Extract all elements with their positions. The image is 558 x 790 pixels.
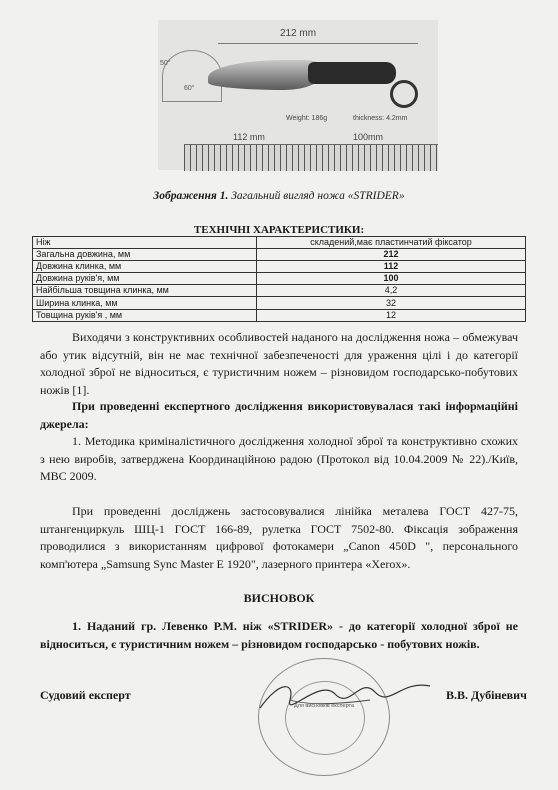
paragraph-source-1: 1. Методика криміналістичного дослідження холодної зброї та конструктивно схожих з нею виробів, затверджена Координаційною радою (Протокол від 10.04.2009 № 22)./Київ, МВС 2009. bbox=[40, 434, 518, 483]
knife-blade bbox=[208, 60, 323, 90]
dimension-line bbox=[218, 43, 418, 44]
spec-value: 32 bbox=[257, 297, 526, 309]
knife-photo bbox=[158, 20, 438, 170]
paragraph-sources-heading: При проведенні експертного дослідження використовувалася такі інформаційні джерела: bbox=[40, 399, 518, 431]
table-row bbox=[33, 249, 526, 261]
expert-name: В.В. Дубіневич bbox=[446, 688, 527, 702]
overall-dimension: 212 mm bbox=[279, 28, 317, 39]
expert-title: Судовий експерт bbox=[40, 688, 131, 702]
blade-length-label: 112 mm bbox=[233, 132, 265, 142]
angle-label-top: 50° bbox=[160, 60, 171, 67]
knife-lanyard-ring bbox=[390, 80, 418, 108]
spec-value: 112 bbox=[257, 261, 526, 273]
table-row bbox=[33, 309, 526, 321]
spec-label: Ніж bbox=[33, 237, 257, 249]
caption-number: Зображення 1. bbox=[153, 190, 229, 202]
stamp-text: Для висновків експерта bbox=[293, 703, 355, 709]
spec-value: 4,2 bbox=[257, 285, 526, 297]
weight-label: Weight: 186g bbox=[286, 115, 328, 122]
spec-value: 12 bbox=[257, 309, 526, 321]
spec-label: Довжина клинка, мм bbox=[33, 261, 257, 273]
thickness-label: thickness: 4.2mm bbox=[353, 115, 408, 122]
spec-value: складений,має пластинчатий фіксатор bbox=[257, 237, 526, 249]
knife-handle bbox=[308, 62, 396, 84]
figure-caption bbox=[0, 190, 558, 202]
handwritten-signature bbox=[250, 670, 440, 720]
angle-label-bottom: 60° bbox=[184, 85, 195, 92]
spec-label: Товщина руків'я , мм bbox=[33, 309, 257, 321]
table-row bbox=[33, 273, 526, 285]
paragraph-analysis: Виходячи з конструктивних особливостей наданого на дослідження ножа – обмежувач або утик відсутній, він не має технічної забезпеченості для ураження цілі і до категорії холодної зброї не відноситься, є туристичним ножем – різновидом господарсько-побутових ножів [1]. bbox=[40, 330, 518, 397]
table-row bbox=[33, 297, 526, 309]
spec-label: Найбільша товщина клинка, мм bbox=[33, 285, 257, 297]
table-row bbox=[33, 285, 526, 297]
conclusion-heading: ВИСНОВОК bbox=[243, 591, 315, 605]
table-row bbox=[33, 237, 526, 249]
ruler bbox=[184, 144, 438, 171]
spec-label: Довжина руків'я, мм bbox=[33, 273, 257, 285]
spec-label: Загальна довжина, мм bbox=[33, 249, 257, 261]
paragraph-equipment: При проведенні досліджень застосовувалися лінійка металева ГОСТ 427-75, штангенциркуль ШЦ-1 ГОСТ 166-89, рулетка ГОСТ 7502-80. Фіксація зображення проводилися з використанням цифрової фотокамери „Canon 450D ", персонального комп'ютера „Samsung Sync Master E 1920", лазерного принтера «Xerox». bbox=[40, 504, 518, 571]
table-row bbox=[33, 261, 526, 273]
spec-value: 100 bbox=[257, 273, 526, 285]
specs-table bbox=[32, 236, 526, 322]
caption-text: Загальний вигляд ножа «STRIDER» bbox=[228, 190, 405, 202]
spec-value: 212 bbox=[257, 249, 526, 261]
table-title: ТЕХНІЧНІ ХАРАКТЕРИСТИКИ: bbox=[193, 224, 365, 236]
spec-label: Ширина клинка, мм bbox=[33, 297, 257, 309]
handle-length-label: 100mm bbox=[353, 132, 384, 142]
conclusion-text: 1. Наданий гр. Левенко Р.М. ніж «STRIDER» - до категорії холодної зброї не відноситься, є туристичним ножем – різновидом господарсько - побутових ножів. bbox=[40, 619, 518, 651]
